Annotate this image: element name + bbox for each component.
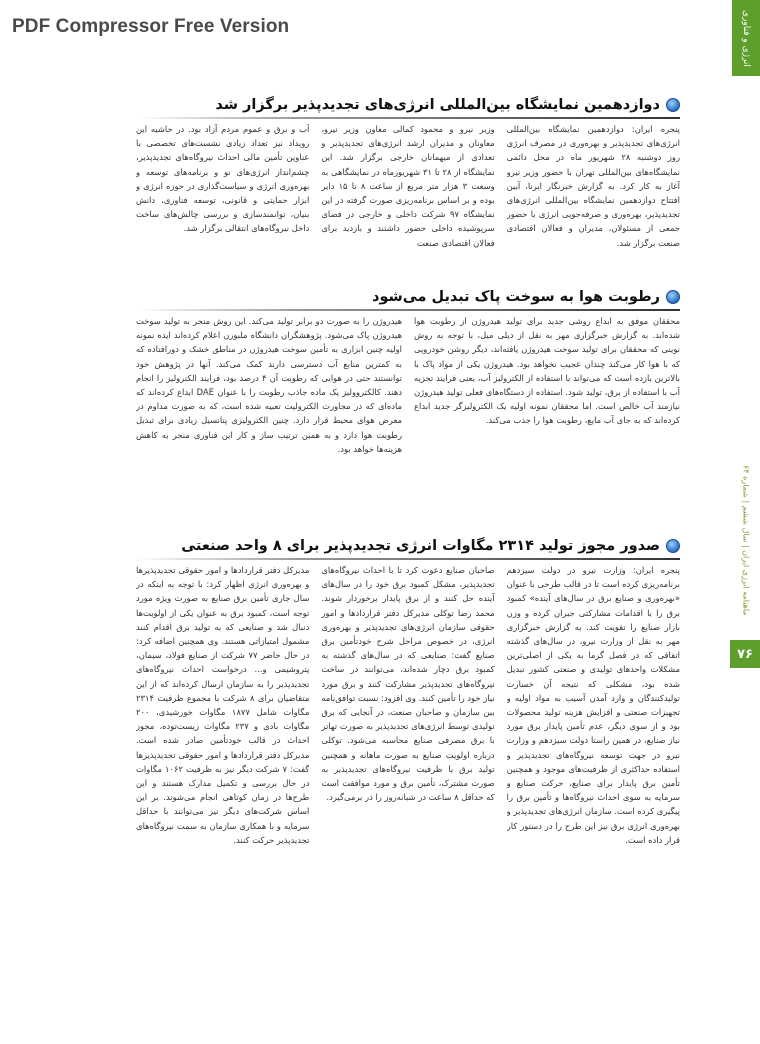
article-column: آب و برق و عموم مردم آزاد بود. در حاشیه این رویداد نیز تعداد زیادی نشست‌های تخصصی با عناوین تأمین مالی احداث نیروگاه‌های تجدیدپذیر، چشم‌انداز انرژی‌های نو و برنامه‌های توسعه و بهره‌وری انرژی و سیاست‌گذاری در حوزه انرژی و ابزار حمایتی و قانونی، توسعه فناوری، دانش بنیان، توانمندسازی و بررسی چالش‌های ساخت داخل نیروگاه‌های انتقالی برگزار شد. — [136, 124, 310, 234]
magazine-strip — [740, 300, 752, 780]
article-headline — [136, 286, 680, 308]
article-renewables-exhibition — [136, 94, 680, 260]
article-headline — [136, 535, 680, 557]
article-column: هیدروژن را به صورت دو برابر تولید می‌کند. این روش منجر به تولید سوخت هیدروژن پاک می‌شود. پژوهشگران دانشگاه ملبورن اعلام کرده‌اند ایده نمونه اولیه چنین ابزاری به تأمین سوخت هیدروژن در مناطق خشک و دورافتاده که به کمترین منابع آب دسترسی دارند کمک می‌کند. آنها در پژوهش خود توانستند حتی در هوایی که رطوبت آن ۴ درصد بود، فرایند الکترولیز را انجام دهند. کالکتروولیز یک ماده جاذب رطوبت را با عنوان DAE ابداع کرده‌اند که ماده‌ای که در مجاورت الکترولیت تعبیه شده است، که به صورت مداوم در معرض هوای محیط قرار دارد. چنین الکترولیزی پتانسیل زیادی برای تبدیل رطوبت هوا دارد و به همین ترتیب ساز و کار این فناوری منجر به کاهش هزینه‌ها خواهد بود. — [136, 316, 402, 454]
article-column: مدیرکل دفتر قراردادها و امور حقوقی تجدیدپذیرها و بهره‌وری انرژی اظهار کرد: با توجه به اینکه در سال جاری تأمین برق صنایع به صورت ویژه مورد توجه است، کمبود برق به عنوان یکی از اولویت‌ها دنبال شد و صنایعی که به تولید برق اقدام کنند مشمول امتیازاتی هستند. وی همچنین اضافه کرد: در حال حاضر ۷۷ شرکت از صنایع فولاد، سیمان، پتروشیمی و... درخواست احداث نیروگاه‌های تجدیدپذیر را به سازمان ارسال کرده‌اند که از این متقاضیان برای ۸ شرکت با مجموع ظرفیت ۲۳۱۴ مگاوات شامل ۱۸۷۷ مگاوات خورشیدی، ۲۰۰ مگاوات بادی و ۲۳۷ مگاوات زیست‌توده، مجوز احداث در قالب خودتأمین صادر شده است. مدیرکل دفتر قراردادها و امور حقوقی تجدیدپذیرها گفت: ۷ شرکت دیگر نیز به ظرفیت ۱۰۶۲ مگاوات در حال بررسی و تکمیل مدارک هستند و این طرح‌ها در زمان کوتاهی انجام می‌شوند. بر این اساس شرکت‌های دیگر نیز می‌توانند با حداقل سرمایه و با همکاری سازمان به سمت نیروگاه‌های تجدیدپذیر حرکت کنند. — [136, 565, 310, 845]
page-number: ۷۶ — [730, 640, 760, 668]
article-columns — [136, 122, 680, 260]
headline-text: صدور مجوز تولید ۲۳۱۴ مگاوات انرژی تجدیدپذیر برای ۸ واحد صنعتی — [181, 538, 660, 554]
headline-text: دوازدهمین نمایشگاه بین‌المللی انرژی‌های تجدیدپذیر برگزار شد — [215, 97, 660, 113]
article-humidity-fuel — [136, 286, 680, 554]
magazine-strip-label: ماهنامه انرژی ایران | سال ششم | شماره ۶۴ — [741, 464, 751, 616]
article-column: پنجره ایران: وزارت نیرو در دولت سیزدهم برنامه‌ریزی کرده است تا در قالب طرحی با عنوان «بهره‌وری و صنایع برق در سال‌های آینده» کمبود برق را با اقدامات مشارکتی جبران کرده و وزن بازار صنایع را تقویت کند. به گزارش خبرگزاری مهر به نقل از وزارت نیرو، در سال‌های گذشته اتفاقی که در فصل گرما به یکی از اصلی‌ترین مشکلات واحدهای تولیدی و صنعتی کشور تبدیل شده بود، مشکلی که نتیجه آن خسارت تولیدکنندگان و وارد آمدن آسیب به مواد اولیه و تجهیزات صنعتی و افزایش هزینه تولید محصولات بود و از سوی دیگر، عدم تأمین پایدار برق مورد نیاز صنایع، در همین راستا دولت سیزدهم و وزارت نیرو در جهت توسعه نیروگاه‌های تجدیدپذیر و استفاده حداکثری از ظرفیت‌های موجود و همچنین تأمین برق پایدار برای صنایع، حرکت صنایع و سرمایه به سوی احداث نیروگاه‌ها و تأمین برق را پیگیری کرده است. سازمان انرژی‌های تجدیدپذیر و بهره‌وری انرژی برق نیز این طرح را در دستور کار قرار داده است. — [506, 565, 680, 845]
bullet-icon — [666, 290, 680, 304]
article-column: وزیر نیرو و محمود کمالی معاون وزیر نیرو، معاونان و مدیران ارشد انرژی‌های تجدیدپذیر و تعدادی از میهمانان خارجی برگزار شد. این نمایشگاه از ۲۸ تا ۳۱ شهریورماه در نمایشگاهی به وسعت ۳ هزار متر مربع از ساعت ۸ تا ۱۵ دایر بوده و بر اساس برنامه‌ریزی صورت گرفته در این نمایشگاه ۹۷ شرکت داخلی و خارجی در فضای سرپوشیده داخلی حضور داشتند و بازدید برای فعالان اقتصادی صنعت — [321, 124, 495, 248]
bullet-icon — [666, 539, 680, 553]
headline-text: رطوبت هوا به سوخت پاک تبدیل می‌شود — [372, 289, 660, 305]
article-columns — [136, 314, 680, 554]
headline-rule — [136, 117, 680, 119]
section-tab — [732, 0, 760, 76]
article-renewable-permits — [136, 535, 680, 993]
article-column: پنجره ایران: دوازدهمین نمایشگاه بین‌المللی انرژی‌های تجدیدپذیر و بهره‌وری در مصرف انرژی روز دوشنبه ۲۸ شهریور ماه در محل دائمی نمایشگاه‌های بین‌المللی تهران با حضور وزیر نیرو آغاز به کار کرد. به گزارش خبرنگار ایرنا، آیین افتتاح دوازدهمین نمایشگاه بین‌المللی انرژی‌های تجدیدپذیر، بهره‌وری و صرفه‌جویی انرژی با حضور جمعی از مسئولان، مدیران و فعالان اقتصادی صنعت برگزار شد. — [506, 124, 680, 248]
article-column: صاحبان صنایع دعوت کرد تا با احداث نیروگاه‌های تجدیدپذیر، مشکل کمبود برق خود را در سال‌های آینده حل کنند و از برق پایدار برخوردار شوند. محمد رضا توکلی مدیرکل دفتر قراردادها و امور حقوقی سازمان انرژی‌های تجدیدپذیر و بهره‌وری انرژی، در خصوص مراحل شرح خودتأمین برق صنایع گفت: صنایعی که در سال‌های گذشته به کمبود برق دچار شده‌اند، می‌توانند در ساخت نیروگاه‌های تجدیدپذیر مشارکت کنند و برق مورد نیاز خود را تأمین کنند. وی افزود: نسبت توافق‌نامه بین سازمان و صاحبان صنعت، در آنجایی که برق تولیدی توسط انرژی‌های تجدیدپذیر به صورت تهاتر با برق مصرفی صنایع محاسبه می‌شود. توکلی درباره اولویت صنایع به صورت ماهانه و همچنین تولید برق با ظرفیت نیروگاه‌های تجدیدپذیر به صورت مشترک، تأمین برق و مورد موافقت است که حداقل ۸ ساعت در شبانه‌روز را در برمی‌گیرد. — [321, 565, 495, 803]
section-tab-label: انرژی و فناوری — [741, 9, 751, 67]
watermark-text: PDF Compressor Free Version — [12, 16, 290, 37]
article-headline — [136, 94, 680, 116]
article-columns — [136, 563, 680, 993]
bullet-icon — [666, 98, 680, 112]
headline-rule — [136, 558, 680, 560]
headline-rule — [136, 309, 680, 311]
article-column: محققان موفق به ابداع روشی جدید برای تولید هیدروژن از رطوبت هوا شده‌اند. به گزارش خبرگزاری مهر به نقل از دیلی میل، با توجه به روش نوینی که محققان برای تولید سوخت هیدروژن یافته‌اند، دیگر روشن خودرویی که با هوا کار می‌کند چندان عجیب نخواهد بود. هیدروژن یکی از مواد پاک با بالاترین بازده است که می‌تواند با استفاده از الکترولیز آب، یعنی فرایند تجزیه آب با استفاده از برق، تولید شود. استفاده از دستگاه‌های فعلی تولید هیدروژن نیازمند آب خالص است. اما محققان نمونه اولیه یک الکترولیزگر جدید ابداع کرده‌اند که به جای آب مایع، رطوبت هوا را جذب می‌کند. — [414, 316, 680, 426]
